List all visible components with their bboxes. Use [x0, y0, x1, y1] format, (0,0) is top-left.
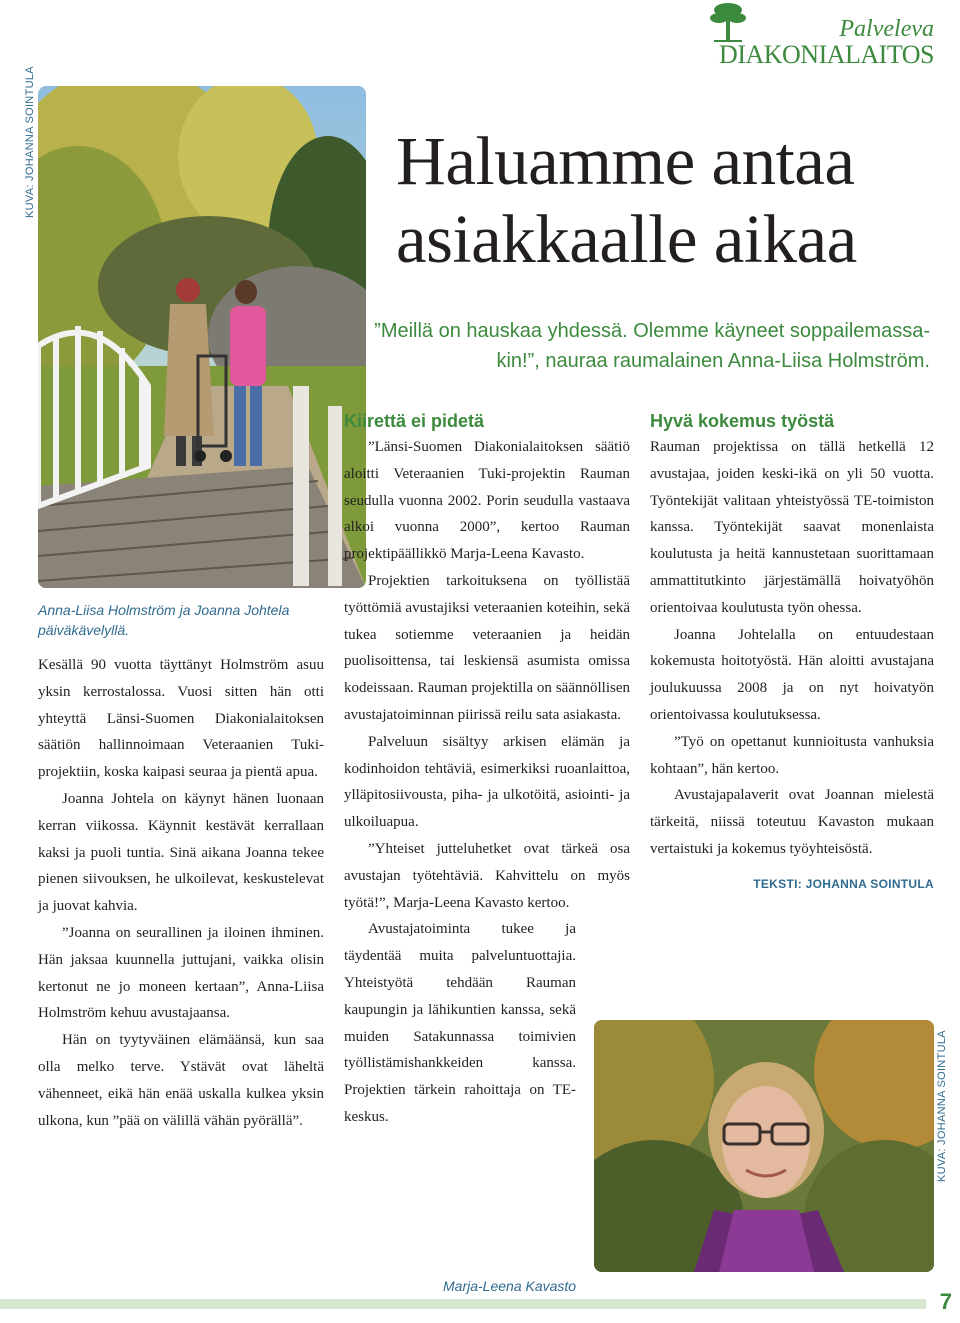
article-headline [396, 122, 956, 278]
portrait-photo [594, 1020, 934, 1272]
paragraph: Hän on tyytyväinen elämäänsä, kun saa olla melko terve. Ystävät ovat läheltä vähenneet, eikä hän enää uskalla kulkea yksin ulkona, kun ”pää on välillä vähän pyörällä”. [38, 1032, 324, 1129]
paragraph: Joanna Johtela on käynyt hänen luonaan kerran viikossa. Käynnit kestävät kerrallaan kaksi ja puoli tuntia. Sinä aikana Joanna tekee pienen siivouksen, he ulkoilevat, keskustelevat ja juovat kahvia. [38, 790, 324, 915]
section-heading: Kiirettä ei pidetä [344, 411, 485, 431]
paragraph: ”Länsi-Suomen Diakonialaitoksen säätiö aloitti Veteraanien Tuki-projektin Rauman seudulla vuonna 2002. Porin seudulla vastaava alkoi vuonna 2000”, kertoo Rauman projektipäällikkö Marja-Leena Kavasto. [344, 439, 630, 563]
photo-caption-1: Anna-Liisa Holmström ja Joanna Johtela päiväkävelyllä. [38, 602, 290, 638]
lead-line-2: kin!”, nauraa raumalainen Anna-Liisa Holmström. [496, 350, 930, 372]
walking-photo [38, 86, 366, 588]
photo-caption-2: Marja-Leena Kavasto [443, 1278, 577, 1294]
lead-line-1: ”Meillä on hauskaa yhdessä. Olemme käyneet soppailemassa- [374, 320, 930, 342]
headline-line-2: asiakkaalle aikaa [396, 201, 857, 277]
paragraph: ”Yhteiset jutteluhetket ovat tärkeä osa avustajan työtehtäviä. Kahvittelu on myös työtä!”, Marja-Leena Kavasto kertoo. [344, 840, 630, 911]
paragraph: Palveluun sisältyy arkisen elämän ja kodinhoidon tehtäviä, esimerkiksi ruoanlaittoa, ylläpitosiivousta, piha- ja ulkotöitä, asiointi- ja ulkoiluapua. [344, 733, 630, 831]
paragraph: Avustajatoiminta tukee ja täydentää muita palveluntuottajia. Yhteistyötä tehdään Rauman kaupungin ja lähikuntien kanssa, sekä muiden Satakunnassa toimivien työllistämishankkeiden kanssa. Projektien tärkein rahoittaja on TE-keskus. [344, 921, 576, 1125]
paragraph: Projektien tarkoituksena on työllistää työttömiä avustajiksi veteraanien koteihin, sekä tukea sotiemme veteraanien ja heidän puolisoittensa, tai leskiensä asumista omissa kodeissaan. Rauman projektilla on säännöllisen avustajatoiminnan piirissä reilu sata asiakasta. [344, 572, 630, 723]
logo-name: DIAKONIALAITOS [719, 40, 934, 69]
paragraph: ”Työ on opettanut kunnioitusta vanhuksia kohtaan”, hän kertoo. [650, 733, 934, 777]
article-byline: TEKSTI: JOHANNA SOINTULA [753, 876, 934, 891]
article-column-1 [38, 652, 324, 1134]
portrait-image [594, 1020, 934, 1272]
article-column-2 [344, 408, 630, 1131]
article-lead [370, 316, 930, 376]
section-heading: Hyvä kokemus työstä [650, 411, 835, 431]
logo-tagline: Palveleva [839, 16, 934, 42]
photo-credit-1: KUVA: JOHANNA SOINTULA [24, 66, 36, 218]
paragraph: ”Joanna on seurallinen ja iloinen ihminen. Hän jaksaa kuunnella juttujani, vaikka olisin kertonut ne jo moneen kertaan”, Anna-Liisa Holmström kehuu avustajaansa. [38, 924, 324, 1022]
diakonialaitos-logo [704, 0, 934, 70]
photo-credit-2: KUVA: JOHANNA SOINTULA [936, 1030, 948, 1182]
tree-icon [708, 0, 748, 44]
page-footer-rule [0, 1299, 926, 1309]
page-number: 7 [939, 1289, 952, 1314]
paragraph: Joanna Johtelalla on entuudestaan kokemusta hoitotyöstä. Hän aloitti avustajana joulukuussa 2008 ja on nyt hoivatyön orientoivassa koulutuksessa. [650, 626, 934, 723]
walking-scene-image [38, 86, 366, 588]
headline-line-1: Haluamme antaa [396, 123, 855, 199]
paragraph: Avustajapalaverit ovat Joannan mielestä tärkeitä, niissä toteutuu Kavaston mukaan vertaistuki ja kokemus työyhteisöstä. [650, 787, 934, 857]
paragraph: Kesällä 90 vuotta täyttänyt Holmström asuu yksin kerrostalossa. Vuosi sitten hän otti yhteyttä Länsi-Suomen Diakonialaitoksen säätiön hallinnoimaan Veteraanien Tuki-projektiin, koska kaipasi seuraa ja pientä apua. [38, 657, 324, 781]
article-column-3 [650, 408, 934, 898]
paragraph: Rauman projektissa on tällä hetkellä 12 avustajaa, joiden keski-ikä on yli 50 vuotta. Työntekijät valitaan yhteistyössä TE-toimiston kanssa. Työntekijät saavat monenlaista koulutusta ja heitä kannustetaan suorittamaan ammattitutkinto järjestämällä hoivatyöhön orientoivaa koulutusta työn ohessa. [650, 439, 934, 616]
